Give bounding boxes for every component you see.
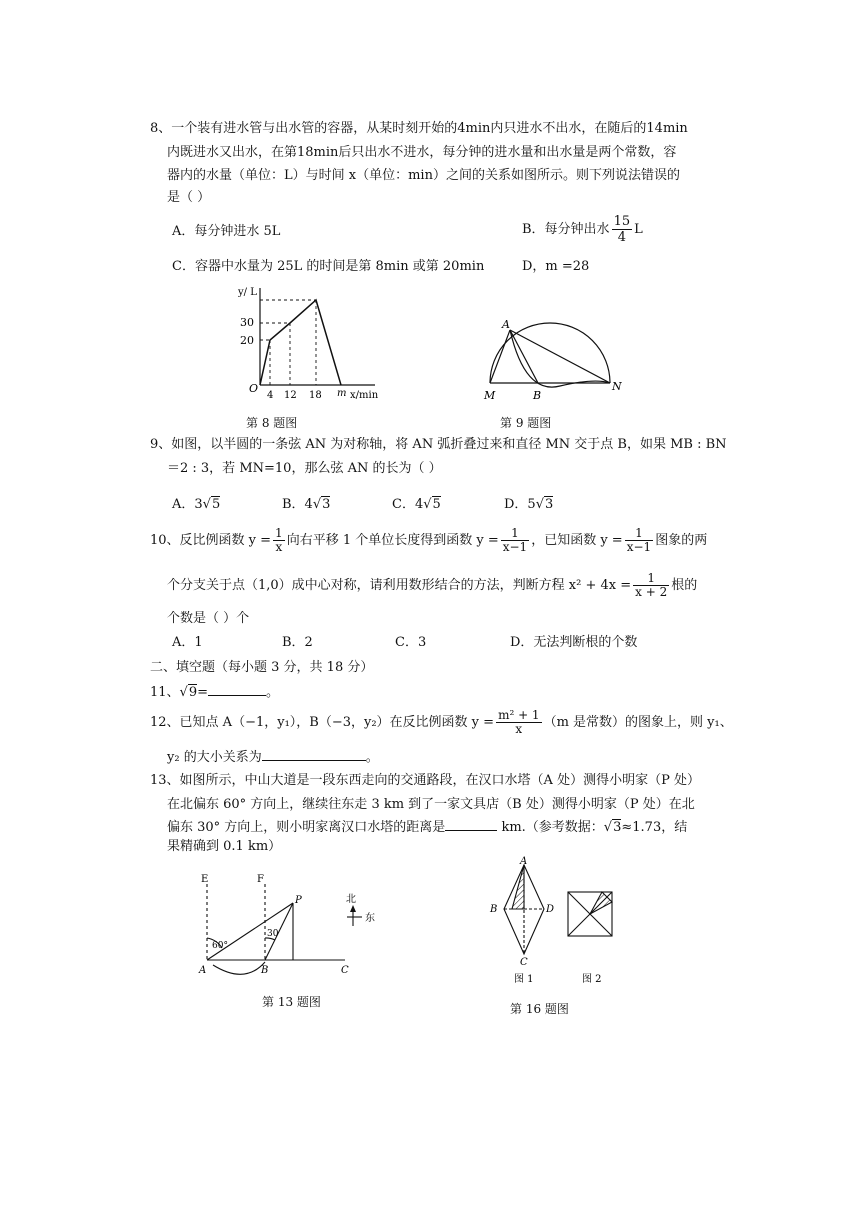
fig13-line-ap: [207, 903, 293, 960]
q9-option-b: B．4√3: [282, 497, 331, 512]
q13-line1: 13、如图所示，中山大道是一段东西走向的交通路段，在汉口水塔（A 处）测得小明家（P 处）: [150, 773, 700, 788]
q8-line1: 8、一个装有进水管与出水管的容器，从某时刻开始的4min内只进水不出水，在随后的14min: [150, 121, 688, 136]
fig16-label-c: C: [520, 957, 528, 968]
q11-line: 11、√9= 。: [150, 685, 280, 700]
fig13-label-30: 30: [267, 929, 279, 939]
q9-line2: ＝2 : 3，若 MN=10，那么弦 AN 的长为（ ）: [167, 461, 442, 476]
fig13-brace: [213, 962, 265, 974]
figure-8-caption: 第 8 题图: [246, 416, 298, 430]
fig9-label-b: B: [533, 389, 542, 402]
q13-line3: 偏东 30° 方向上，则小明家离汉口水塔的距离是 km.（参考数据：√3≈1.73，结: [167, 820, 688, 835]
section-2-heading: 二、填空题（每小题 3 分，共 18 分）: [150, 660, 374, 675]
fig8-x-tick-4: 4: [267, 390, 274, 401]
figure-8-graph: [225, 280, 395, 405]
fig13-north-label: 北: [346, 894, 356, 905]
fig13-label-60: 60°: [212, 941, 228, 951]
fig13-label-b: B: [261, 965, 269, 976]
q8-line2: 内既进水又出水，在第18min后只出水不进水，每分钟的进水量和出水量是两个常数，容: [167, 145, 677, 160]
fig13-label-p: P: [295, 895, 302, 906]
fig8-y-tick-30: 30: [240, 316, 254, 329]
figure-16-rhombus: [482, 852, 622, 992]
fig8-x-tick-12: 12: [284, 390, 297, 401]
q8-option-c: C．容器中水量为 25L 的时间是第 8min 或第 20min: [172, 259, 485, 274]
q8-option-a: A．每分钟进水 5L: [172, 224, 281, 239]
fig16-label-a: A: [520, 856, 528, 867]
q10-line2: 个分支关于点（1,0）成中心对称，请利用数形结合的方法，判断方程 x² + 4x = $\frac{1}{x + 2}$ 根的: [167, 571, 698, 599]
fig8-origin: O: [249, 382, 259, 395]
q10-line1: 10、反比例函数 y = $\frac{1}{x}$ 向右平移 1 个单位长度得到函数 y = $\frac{1}{x-1}$ ，已知函数 y = $\frac{1}{x-1}$ 图象的两: [150, 526, 708, 554]
q9-option-c: C．4√5: [392, 497, 441, 512]
q9-option-d: D．5√3: [504, 497, 554, 512]
q8-option-d: D，m =28: [522, 259, 590, 274]
fig16-sub1: 图 1: [514, 974, 534, 985]
fig9-label-a: A: [502, 318, 510, 331]
figure-13-map: [195, 870, 440, 980]
fig9-label-n: N: [612, 380, 622, 393]
q10-option-a: A．1: [172, 635, 203, 650]
q10-option-b: B．2: [282, 635, 313, 650]
q12-line2: y₂ 的大小关系为 。: [167, 750, 379, 765]
figure-13-caption: 第 13 题图: [262, 995, 321, 1009]
fig8-y-tick-20: 20: [240, 334, 254, 347]
q8-line4: 是（ ）: [167, 190, 211, 205]
fig13-label-c: C: [341, 965, 349, 976]
q13-line4: 果精确到 0.1 km）: [167, 839, 282, 854]
q12-line1: 12、已知点 A（−1，y₁），B（−3，y₂）在反比例函数 y = $\frac{\text{m² + 1}}{x}$ （m 是常数）的图象上，则 y₁、: [150, 708, 733, 736]
fig13-label-e: E: [201, 874, 209, 885]
q11-answer-blank[interactable]: [208, 683, 266, 696]
fig16-label-d: D: [546, 904, 555, 915]
fig8-y-label: y/ L: [238, 287, 257, 298]
fig9-label-m: M: [484, 389, 496, 402]
q12-answer-blank[interactable]: [262, 748, 366, 761]
q10-option-c: C．3: [395, 635, 427, 650]
fig8-x-tick-18: 18: [309, 390, 322, 401]
fig13-label-a: A: [199, 965, 207, 976]
fig8-x-label: x/min: [350, 390, 379, 401]
fig16-sub2: 图 2: [582, 974, 602, 985]
figure-9-semicircle: [480, 300, 625, 405]
fig16-label-b: B: [490, 904, 498, 915]
q10-option-d: D．无法判断根的个数: [510, 635, 638, 650]
fig13-label-f: F: [257, 874, 264, 885]
q9-option-a: A．3√5: [172, 497, 221, 512]
figure-16-caption: 第 16 题图: [510, 1002, 569, 1016]
q9-line1: 9、如图，以半圆的一条弦 AN 为对称轴，将 AN 弧折叠过来和直径 MN 交于点 B，如果 MB : BN: [150, 437, 727, 452]
fig8-graph-line: [260, 300, 341, 385]
fig9-chord-am: [490, 330, 510, 383]
q10-line3: 个数是（ ）个: [167, 611, 250, 626]
figure-9-caption: 第 9 题图: [500, 416, 552, 430]
fig13-east-label: 东: [365, 913, 375, 924]
q13-answer-blank[interactable]: [445, 818, 497, 831]
q8-line3: 器内的水量（单位：L）与时间 x（单位：min）之间的关系如图所示。则下列说法错误的: [167, 168, 680, 183]
q8-option-b: B．每分钟出水 $\frac{15}{4}$ L: [522, 214, 643, 245]
fig9-chord-an: [510, 330, 610, 383]
q13-line2: 在北偏东 60° 方向上，继续往东走 3 km 到了一家文具店（B 处）测得小明家（P 处）在北: [167, 797, 695, 812]
fig8-x-tick-m: m: [337, 388, 347, 399]
